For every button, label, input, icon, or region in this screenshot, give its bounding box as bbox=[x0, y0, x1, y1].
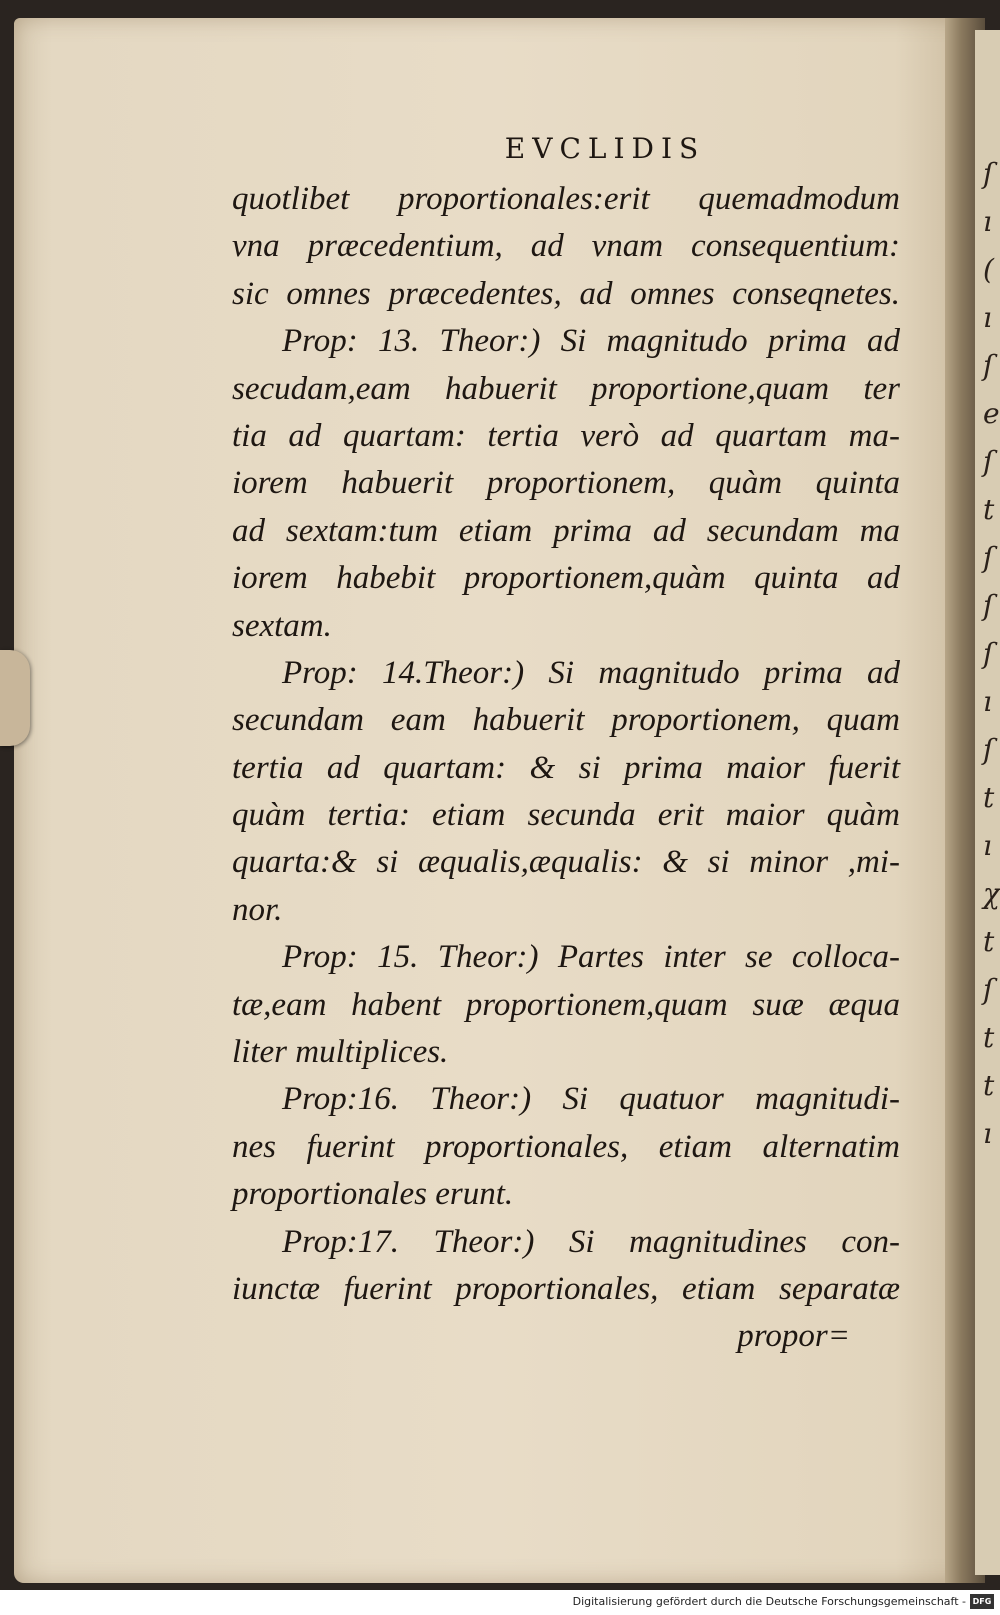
text-block bbox=[232, 128, 900, 1361]
page-tab-marker bbox=[0, 650, 30, 746]
text-line: vna præcedentium, ad vnam consequentium: bbox=[232, 228, 900, 265]
text-line: secundam eam habuerit proportionem, quam bbox=[232, 702, 900, 739]
footer-bar bbox=[0, 1590, 1000, 1615]
text-line: ad sextam:tum etiam prima ad secundam ma bbox=[232, 512, 900, 549]
text-line: nes fuerint proportionales, etiam alternatim bbox=[232, 1128, 900, 1165]
proposition-17-start: Prop:17. Theor:) Si magnitudines con- bbox=[282, 1223, 900, 1260]
text-line: sic omnes præcedentes, ad omnes conseqnetes. bbox=[232, 275, 900, 312]
funding-credit: Digitalisierung gefördert durch die Deutsche Forschungsgemeinschaft - bbox=[572, 1595, 966, 1608]
text-line: nor. bbox=[232, 891, 283, 928]
text-line: tia ad quartam: tertia verò ad quartam ma- bbox=[232, 417, 900, 454]
text-line: proportionales erunt. bbox=[232, 1176, 514, 1213]
proposition-14-start: Prop: 14.Theor:) Si magnitudo prima ad bbox=[282, 654, 900, 691]
proposition-16-start: Prop:16. Theor:) Si quatuor magnitudi- bbox=[282, 1081, 900, 1118]
text-line: tæ,eam habent proportionem,quam suæ æqua bbox=[232, 986, 900, 1023]
text-line: quàm tertia: etiam secunda erit maior quàm bbox=[232, 797, 900, 834]
catchword: propor= bbox=[737, 1318, 850, 1355]
text-line: liter multiplices. bbox=[232, 1034, 449, 1071]
text-line: quotlibet proportionales:erit quemadmodum bbox=[232, 181, 900, 217]
text-line: iunctæ fuerint proportionales, etiam separatæ bbox=[232, 1270, 900, 1307]
proposition-13-start: Prop: 13. Theor:) Si magnitudo prima ad bbox=[282, 323, 900, 360]
text-line: iorem habebit proportionem,quàm quinta ad bbox=[232, 560, 900, 597]
text-line: tertia ad quartam: & si prima maior fuerit bbox=[232, 749, 900, 786]
running-head: EVCLIDIS bbox=[504, 132, 706, 165]
proposition-15-start: Prop: 15. Theor:) Partes inter se colloca- bbox=[282, 939, 900, 976]
text-line: sextam. bbox=[232, 607, 332, 644]
facing-page-bleed: ſ ı ( ı ſ e ſ t ſ ſ ſ ı ſ t ı χ t ſ t t ı bbox=[983, 157, 1000, 1150]
text-line: iorem habuerit proportionem, quàm quinta bbox=[232, 465, 900, 502]
dfg-logo: DFG bbox=[970, 1594, 994, 1609]
text-line: quarta:& si æqualis,æqualis: & si minor ,mi- bbox=[232, 844, 900, 881]
text-line: secudam,eam habuerit proportione,quam ter bbox=[232, 370, 900, 407]
